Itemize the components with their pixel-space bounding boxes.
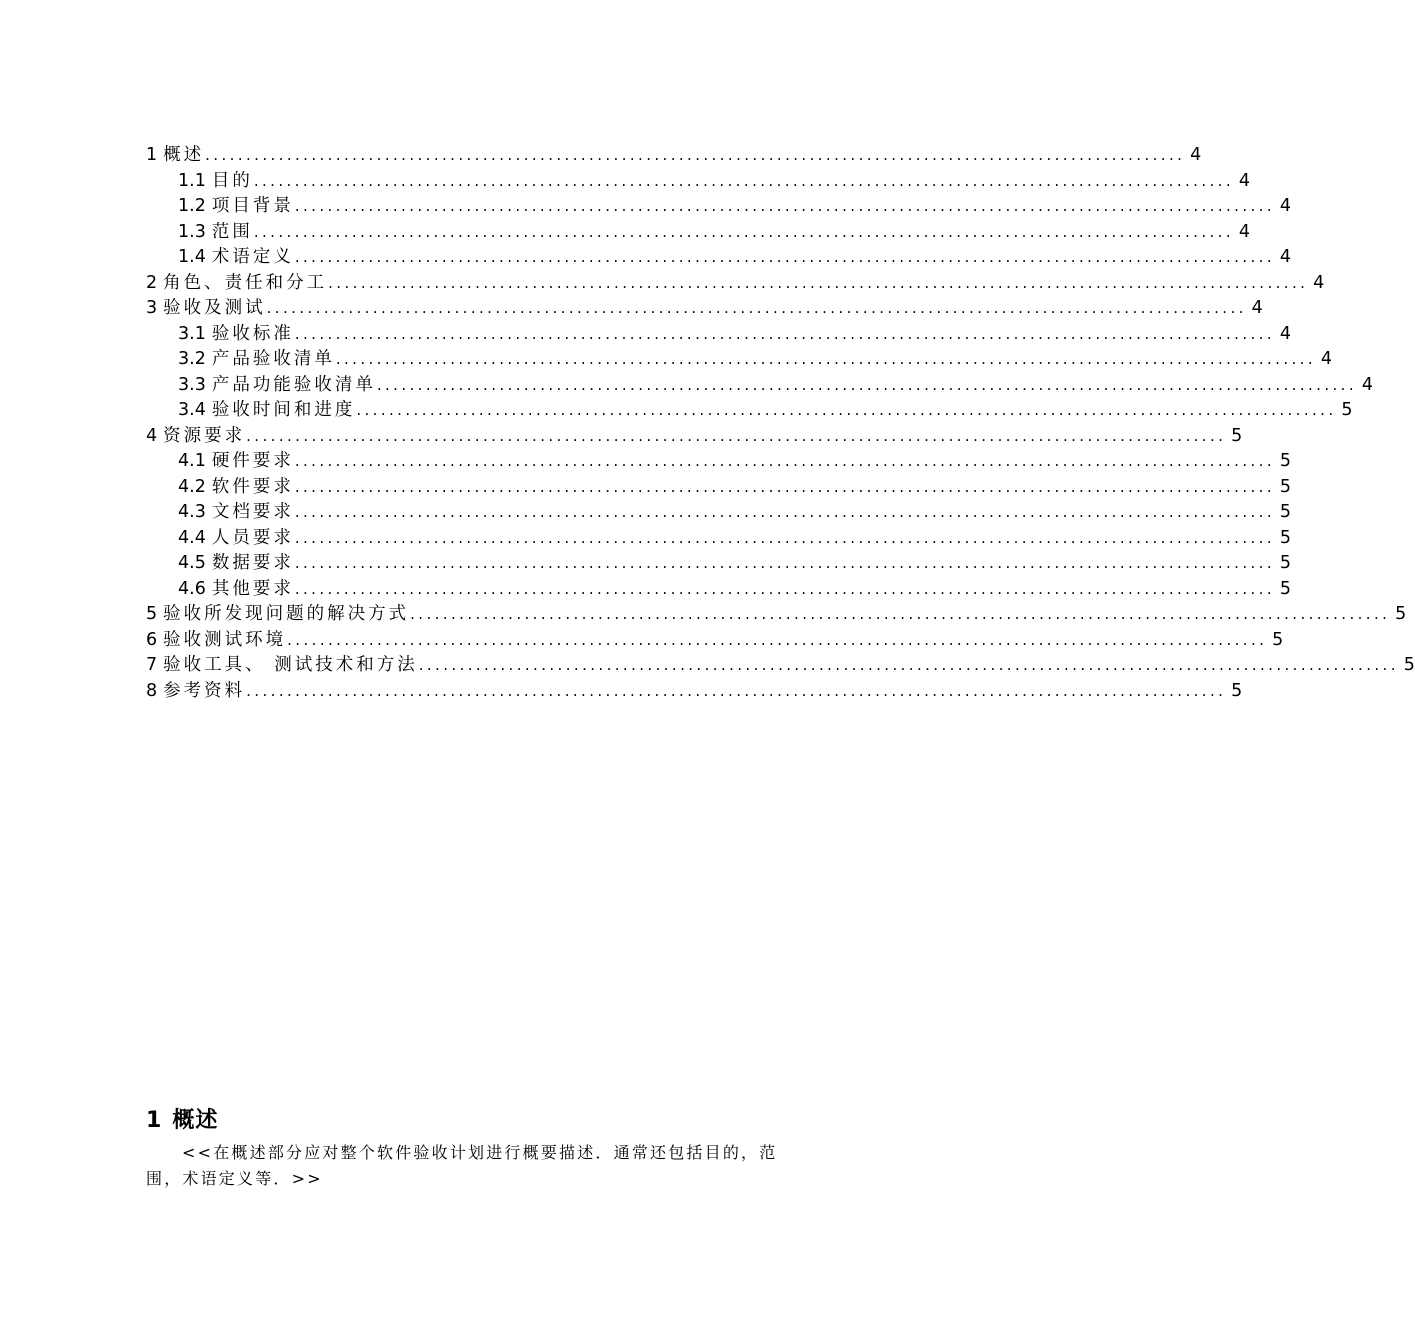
toc-entry-title: 角色、责任和分工 bbox=[163, 272, 328, 293]
toc-dot-leader: ........................................................................................................................ bbox=[356, 401, 1337, 419]
toc-entry-title: 目的 bbox=[211, 170, 253, 191]
toc-entry-number: 4.1 bbox=[178, 451, 206, 471]
toc-entry-title: 人员要求 bbox=[211, 527, 294, 548]
toc-entry-number: 4.2 bbox=[178, 476, 206, 497]
toc-entry-title: 验收测试环境 bbox=[163, 629, 287, 650]
toc-entry[interactable] bbox=[146, 245, 1292, 271]
toc-dot-leader: ........................................................................................................................ bbox=[287, 630, 1268, 649]
toc-entry-number: 8 bbox=[146, 680, 158, 701]
toc-entry-page: 5 bbox=[1231, 425, 1243, 446]
toc-entry[interactable] bbox=[146, 653, 1415, 679]
toc-dot-leader: ........................................................................................................................ bbox=[253, 222, 1235, 241]
toc-entry[interactable] bbox=[146, 628, 1284, 654]
toc-entry[interactable] bbox=[146, 526, 1292, 552]
toc-dot-leader: ........................................................................................................................ bbox=[294, 324, 1276, 343]
toc-entry-title: 概述 bbox=[163, 145, 205, 165]
toc-entry[interactable] bbox=[146, 347, 1333, 373]
toc-entry-number: 4.4 bbox=[178, 527, 206, 548]
toc-dot-leader: ........................................................................................................................ bbox=[253, 171, 1235, 190]
section-heading bbox=[146, 1103, 218, 1134]
toc-dot-leader: ........................................................................................................................ bbox=[335, 350, 1317, 368]
toc-entry-title: 验收所发现问题的解决方式 bbox=[163, 604, 410, 624]
toc-entry[interactable] bbox=[146, 449, 1292, 475]
toc-entry-page: 4 bbox=[1238, 221, 1251, 242]
toc-entry-page: 5 bbox=[1403, 655, 1415, 675]
toc-entry-page: 5 bbox=[1279, 476, 1292, 497]
toc-entry-number: 4 bbox=[146, 425, 158, 446]
toc-entry-title: 数据要求 bbox=[211, 553, 294, 573]
toc-entry-page: 4 bbox=[1313, 272, 1325, 293]
toc-entry-title: 资源要求 bbox=[163, 425, 246, 446]
toc-dot-leader: ........................................................................................................................ bbox=[294, 579, 1276, 598]
toc-entry[interactable] bbox=[146, 373, 1374, 399]
toc-dot-leader: ........................................................................................................................ bbox=[294, 197, 1276, 215]
toc-entry-page: 5 bbox=[1231, 680, 1243, 701]
toc-dot-leader: ........................................................................................................................ bbox=[328, 273, 1309, 292]
toc-entry-number: 4.3 bbox=[178, 502, 206, 522]
toc-entry-page: 5 bbox=[1279, 502, 1292, 522]
toc-entry-title: 范围 bbox=[211, 221, 253, 242]
toc-entry[interactable] bbox=[146, 679, 1243, 705]
toc-dot-leader: ........................................................................................................................ bbox=[294, 503, 1276, 521]
toc-entry[interactable] bbox=[146, 577, 1292, 603]
toc-entry-number: 3.2 bbox=[178, 349, 206, 369]
toc-entry-page: 5 bbox=[1395, 604, 1407, 624]
toc-entry-number: 1.1 bbox=[178, 170, 206, 191]
toc-entry-title: 硬件要求 bbox=[211, 451, 294, 471]
toc-entry-title: 验收及测试 bbox=[163, 298, 266, 318]
toc-entry-title: 产品验收清单 bbox=[211, 349, 335, 369]
toc-dot-leader: ........................................................................................................................ bbox=[294, 554, 1276, 572]
toc-entry-page: 4 bbox=[1320, 349, 1333, 369]
toc-entry[interactable] bbox=[146, 500, 1292, 526]
toc-entry[interactable] bbox=[146, 398, 1353, 424]
toc-dot-leader: ........................................................................................................................ bbox=[294, 452, 1276, 470]
toc-dot-leader: ........................................................................................................................ bbox=[205, 146, 1186, 164]
toc-dot-leader: ........................................................................................................................ bbox=[266, 299, 1247, 317]
toc-entry[interactable] bbox=[146, 194, 1292, 220]
toc-dot-leader: ........................................................................................................................ bbox=[376, 375, 1358, 394]
toc-entry-title: 验收标准 bbox=[211, 323, 294, 344]
toc-entry-number: 1.4 bbox=[178, 247, 206, 267]
toc-dot-leader: ........................................................................................................................ bbox=[294, 248, 1276, 266]
toc-entry-page: 4 bbox=[1238, 170, 1251, 191]
toc-entry-title: 验收时间和进度 bbox=[211, 400, 356, 420]
toc-entry-number: 4.6 bbox=[178, 578, 206, 599]
toc-entry-number: 6 bbox=[146, 629, 158, 650]
section-number: 1 bbox=[146, 1108, 163, 1133]
toc-entry[interactable] bbox=[146, 322, 1292, 348]
toc-entry[interactable] bbox=[146, 220, 1251, 246]
toc-entry-page: 4 bbox=[1279, 196, 1292, 216]
toc-entry-page: 4 bbox=[1190, 145, 1202, 165]
toc-entry-title: 验收工具、 测试技术和方法 bbox=[163, 655, 418, 675]
toc-entry-page: 5 bbox=[1272, 629, 1284, 650]
toc-entry[interactable] bbox=[146, 424, 1243, 450]
toc-entry[interactable] bbox=[146, 296, 1263, 322]
toc-entry-title: 参考资料 bbox=[163, 680, 246, 701]
toc-entry-title: 项目背景 bbox=[211, 196, 294, 216]
toc-entry[interactable] bbox=[146, 475, 1292, 501]
toc-entry-title: 文档要求 bbox=[211, 502, 294, 522]
toc-dot-leader: ........................................................................................................................ bbox=[294, 477, 1276, 496]
toc-entry-title: 其他要求 bbox=[211, 578, 294, 599]
toc-entry-number: 7 bbox=[146, 655, 158, 675]
toc-dot-leader: ........................................................................................................................ bbox=[246, 681, 1227, 700]
toc-entry-page: 4 bbox=[1279, 247, 1292, 267]
toc-dot-leader: ........................................................................................................................ bbox=[294, 528, 1276, 547]
toc-entry-number: 3.4 bbox=[178, 400, 206, 420]
toc-dot-leader: ........................................................................................................................ bbox=[418, 656, 1399, 674]
toc-entry[interactable] bbox=[146, 551, 1292, 577]
toc-entry-number: 1.2 bbox=[178, 196, 206, 216]
toc-entry-title: 软件要求 bbox=[211, 476, 294, 497]
toc-entry-number: 3 bbox=[146, 298, 158, 318]
toc-entry-page: 4 bbox=[1251, 298, 1263, 318]
toc-entry-page: 4 bbox=[1279, 323, 1292, 344]
toc-entry-number: 2 bbox=[146, 272, 158, 293]
toc-entry[interactable] bbox=[146, 602, 1407, 628]
toc-entry-number: 4.5 bbox=[178, 553, 206, 573]
toc-entry[interactable] bbox=[146, 143, 1202, 169]
toc-entry-page: 5 bbox=[1279, 578, 1292, 599]
toc-entry-number: 5 bbox=[146, 604, 158, 624]
toc-entry-number: 1.3 bbox=[178, 221, 206, 242]
section-body-text: <<在概述部分应对整个软件验收计划进行概要描述．通常还包括目的，范围，术语定义等．>> bbox=[146, 1143, 778, 1188]
toc-entry-number: 1 bbox=[146, 145, 158, 165]
toc-entry-number: 3.3 bbox=[178, 374, 206, 395]
toc-dot-leader: ........................................................................................................................ bbox=[246, 426, 1227, 445]
section-title: 概述 bbox=[172, 1108, 219, 1133]
toc-entry-page: 5 bbox=[1279, 527, 1292, 548]
toc-entry-title: 产品功能验收清单 bbox=[211, 374, 376, 395]
toc-entry[interactable] bbox=[146, 271, 1325, 297]
table-of-contents bbox=[146, 143, 1415, 704]
toc-dot-leader: ........................................................................................................................ bbox=[410, 605, 1391, 623]
toc-entry-page: 5 bbox=[1279, 451, 1292, 471]
toc-entry-page: 4 bbox=[1361, 374, 1374, 395]
toc-entry-page: 5 bbox=[1341, 400, 1353, 420]
toc-entry-title: 术语定义 bbox=[211, 247, 294, 267]
toc-entry[interactable] bbox=[146, 169, 1251, 195]
toc-entry-number: 3.1 bbox=[178, 323, 206, 344]
toc-entry-page: 5 bbox=[1279, 553, 1292, 573]
